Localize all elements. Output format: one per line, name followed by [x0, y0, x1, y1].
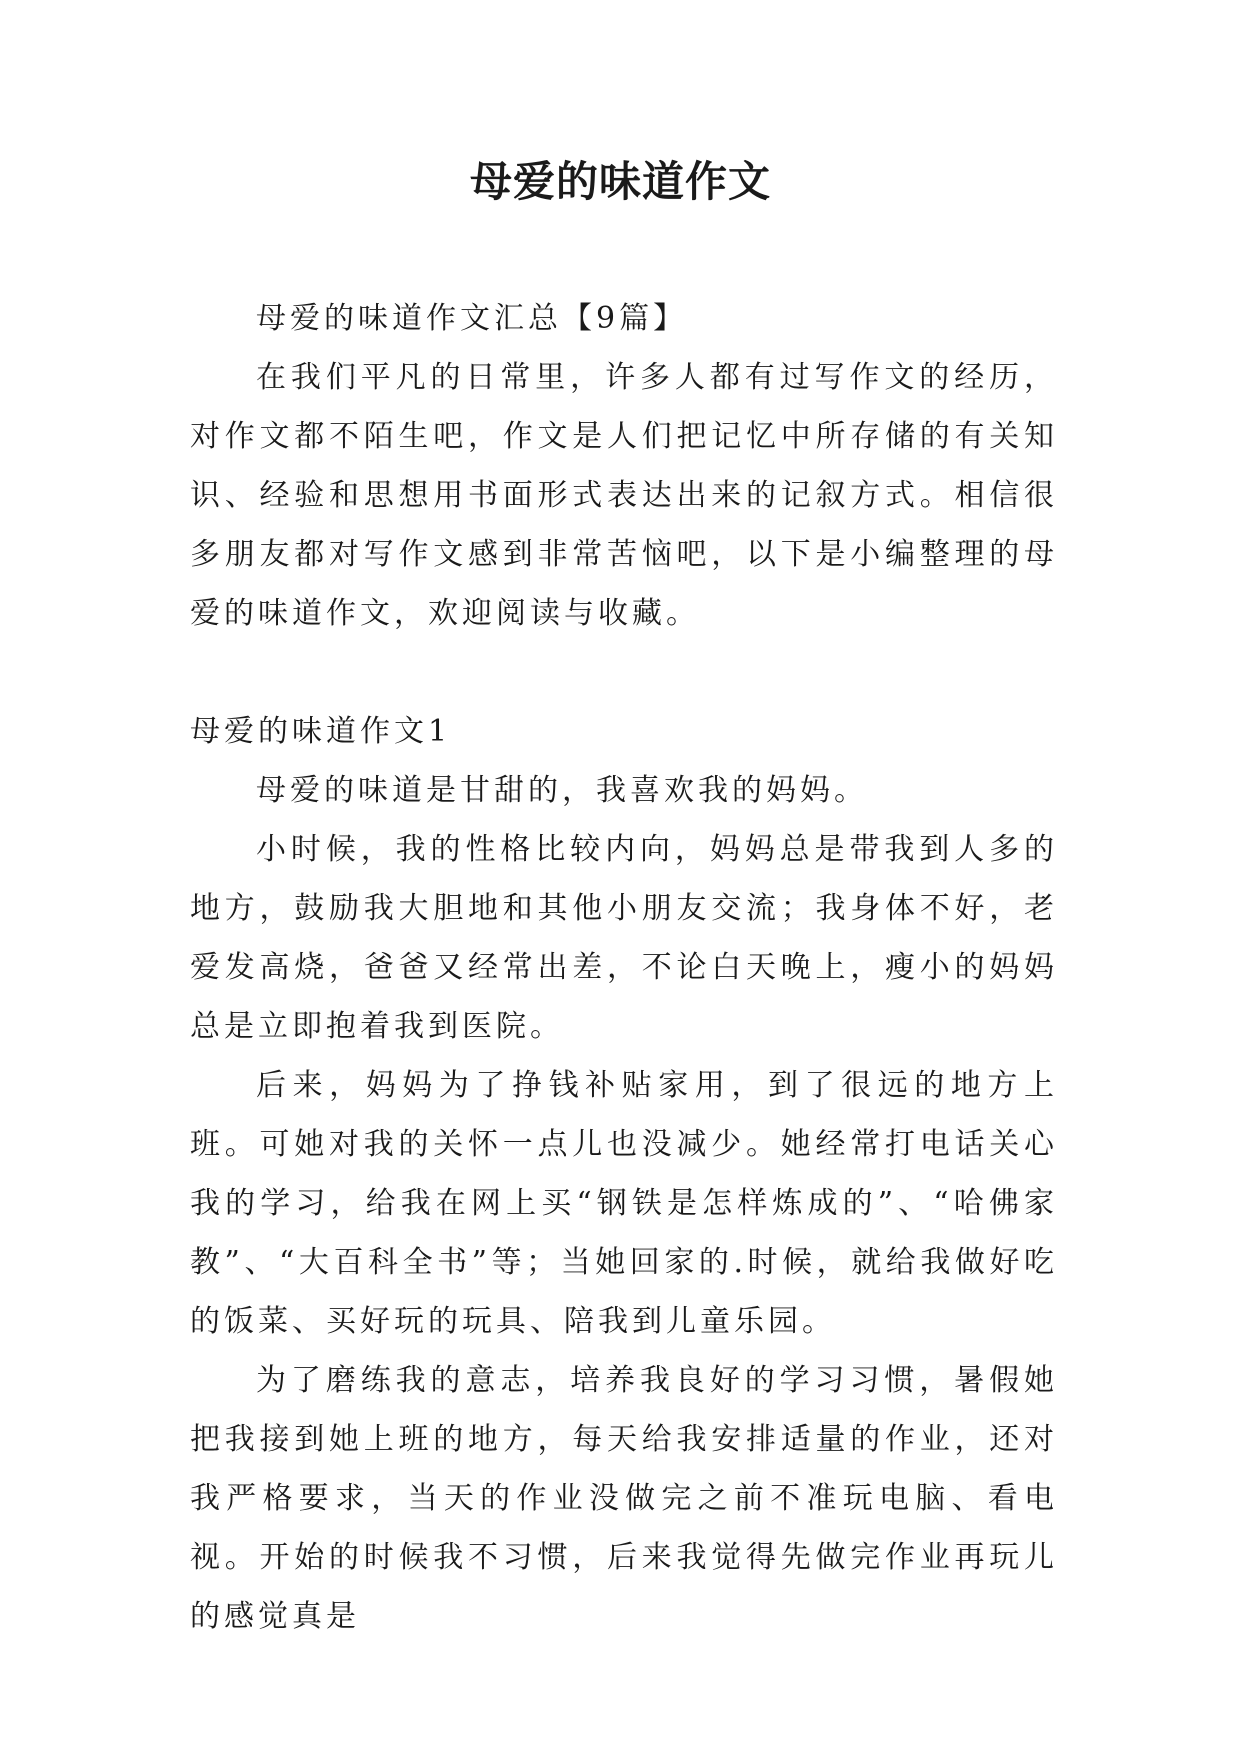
collection-heading: 母爱的味道作文汇总【9篇】	[256, 301, 688, 336]
essay-paragraph: 后来，妈妈为了挣钱补贴家用，到了很远的地方上班。可她对我的关怀一点儿也没减少。她经常打电话关心我的学习，给我在网上买“钢铁是怎样炼成的”、“哈佛家教”、“大百科全书”等；当她回家的.时候，就给我做好吃的饭菜、买好玩的玩具、陪我到儿童乐园。	[190, 1068, 1058, 1339]
essay-paragraph: 为了磨练我的意志，培养我良好的学习习惯，暑假她把我接到她上班的地方，每天给我安排适量的作业，还对我严格要求，当天的作业没做完之前不准玩电脑、看电视。开始的时候我不习惯，后来我觉得先做完作业再玩儿的感觉真是	[190, 1363, 1058, 1634]
intro-paragraph: 在我们平凡的日常里，许多人都有过写作文的经历，对作文都不陌生吧，作文是人们把记忆中所存储的有关知识、经验和思想用书面形式表达出来的记叙方式。相信很多朋友都对写作文感到非常苦恼吧，以下是小编整理的母爱的味道作文，欢迎阅读与收藏。	[190, 360, 1058, 631]
essay-heading: 母爱的味道作文1	[190, 714, 452, 749]
document-body	[190, 289, 1058, 1646]
essay-paragraph: 小时候，我的性格比较内向，妈妈总是带我到人多的地方，鼓励我大胆地和其他小朋友交流；我身体不好，老爱发高烧，爸爸又经常出差，不论白天晚上，瘦小的妈妈总是立即抱着我到医院。	[190, 832, 1058, 1044]
document-title: 母爱的味道作文	[469, 157, 771, 206]
essay-paragraph: 母爱的味道是甘甜的，我喜欢我的妈妈。	[256, 773, 868, 808]
paragraph-spacer	[190, 643, 1058, 702]
